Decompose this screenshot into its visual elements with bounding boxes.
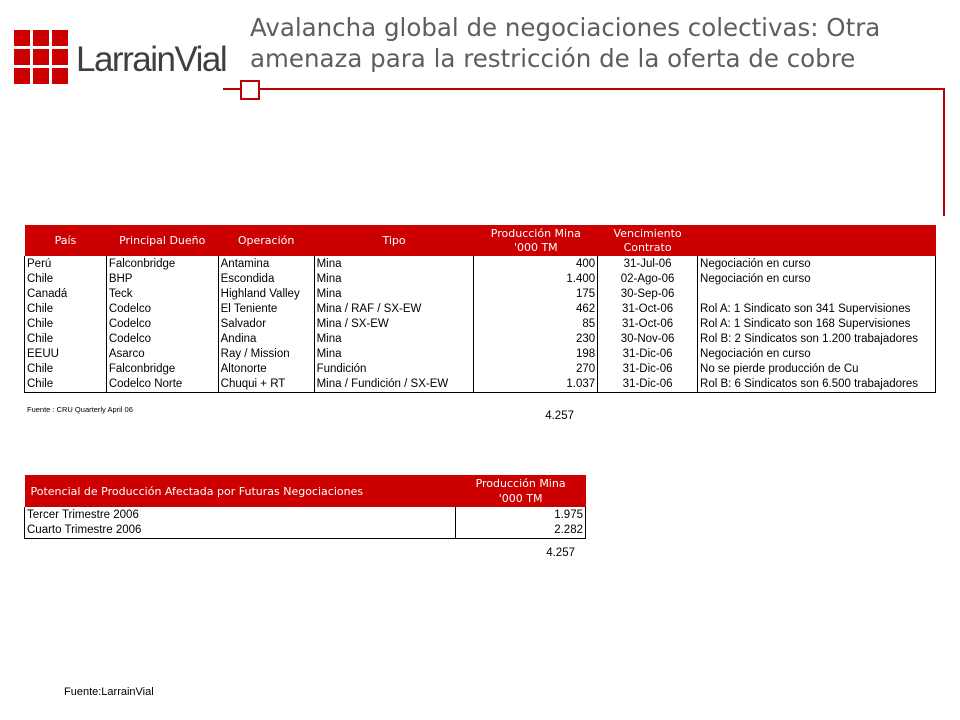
cell-period: Cuarto Trimestre 2006 xyxy=(25,523,456,539)
cell-notes: Rol B: 6 Sindicatos son 6.500 trabajadores xyxy=(698,377,936,393)
cell-production: 230 xyxy=(474,331,598,346)
table-header-row xyxy=(25,225,936,256)
cell-production: 175 xyxy=(474,286,598,301)
cell-country: Chile xyxy=(25,271,107,286)
cell-notes: Rol A: 1 Sindicato son 341 Supervisiones xyxy=(698,301,936,316)
accent-square xyxy=(240,80,260,100)
cell-operation: Salvador xyxy=(218,316,314,331)
cell-operation: Antamina xyxy=(218,256,314,271)
cell-type: Mina xyxy=(314,271,474,286)
table-row xyxy=(25,316,936,331)
cell-owner: Asarco xyxy=(106,347,218,362)
cell-notes: Negociación en curso xyxy=(698,347,936,362)
cell-operation: Andina xyxy=(218,331,314,346)
table-source-note: Fuente : CRU Quarterly April 06 xyxy=(27,405,133,414)
header-production-line1: Producción Mina xyxy=(475,477,566,490)
cell-notes: Rol A: 1 Sindicato son 168 Supervisiones xyxy=(698,316,936,331)
cell-expiry: 31-Dic-06 xyxy=(598,362,698,377)
cell-operation: Altonorte xyxy=(218,362,314,377)
cell-notes xyxy=(698,286,936,301)
cell-production: 1.400 xyxy=(474,271,598,286)
title-underline xyxy=(223,88,945,90)
cell-owner: Codelco Norte xyxy=(106,377,218,393)
potential-production-table xyxy=(24,475,586,539)
negotiations-table xyxy=(24,225,936,393)
cell-type: Mina / Fundición / SX-EW xyxy=(314,377,474,393)
footer-source: Fuente:LarrainVial xyxy=(64,686,154,698)
header-production-line1: Producción Mina xyxy=(490,226,581,240)
cell-country: Chile xyxy=(25,331,107,346)
cell-production: 400 xyxy=(474,256,598,271)
cell-owner: Teck xyxy=(106,286,218,301)
table-row xyxy=(25,271,936,286)
cell-production: 198 xyxy=(474,347,598,362)
cell-production: 2.282 xyxy=(456,523,586,539)
logo-grid-icon xyxy=(14,30,68,84)
cell-country: Chile xyxy=(25,377,107,393)
cell-type: Mina xyxy=(314,331,474,346)
cell-country: Canadá xyxy=(25,286,107,301)
header-expiry-line2: Contrato xyxy=(623,240,672,254)
cell-type: Mina xyxy=(314,256,474,271)
cell-owner: Codelco xyxy=(106,331,218,346)
header-production-line2: '000 TM xyxy=(513,240,558,254)
right-accent-line xyxy=(943,88,945,216)
cell-operation: Escondida xyxy=(218,271,314,286)
cell-expiry: 31-Oct-06 xyxy=(598,301,698,316)
cell-country: Chile xyxy=(25,316,107,331)
cell-owner: Codelco xyxy=(106,316,218,331)
cell-country: Chile xyxy=(25,362,107,377)
cell-production: 85 xyxy=(474,316,598,331)
cell-owner: Falconbridge xyxy=(106,256,218,271)
header-operation: Operación xyxy=(218,225,314,256)
table-row xyxy=(25,301,936,316)
cell-production: 1.975 xyxy=(456,507,586,523)
logo-wordmark: LarrainVial xyxy=(76,40,227,79)
table-row xyxy=(25,362,936,377)
cell-notes: No se pierde producción de Cu xyxy=(698,362,936,377)
table-row xyxy=(25,256,936,271)
cell-type: Mina / SX-EW xyxy=(314,316,474,331)
cell-production: 1.037 xyxy=(474,377,598,393)
cell-operation: Ray / Mission xyxy=(218,347,314,362)
cell-expiry: 31-Dic-06 xyxy=(598,377,698,393)
header-production-line2: '000 TM xyxy=(498,492,543,505)
cell-operation: El Teniente xyxy=(218,301,314,316)
header-country: País xyxy=(25,225,107,256)
header-owner: Principal Dueño xyxy=(106,225,218,256)
cell-notes: Rol B: 2 Sindicatos son 1.200 trabajadores xyxy=(698,331,936,346)
logo xyxy=(14,30,227,90)
header-notes xyxy=(698,225,936,256)
table-row xyxy=(25,507,586,523)
cell-production: 270 xyxy=(474,362,598,377)
cell-type: Mina xyxy=(314,347,474,362)
header-production xyxy=(456,475,586,507)
main-table-total: 4.257 xyxy=(545,410,574,422)
cell-expiry: 02-Ago-06 xyxy=(598,271,698,286)
header-potential: Potencial de Producción Afectada por Futuras Negociaciones xyxy=(25,475,456,507)
cell-owner: BHP xyxy=(106,271,218,286)
cell-operation: Chuqui + RT xyxy=(218,377,314,393)
cell-expiry: 31-Oct-06 xyxy=(598,316,698,331)
cell-owner: Falconbridge xyxy=(106,362,218,377)
table-row xyxy=(25,347,936,362)
header-expiry-line1: Vencimiento xyxy=(613,226,682,240)
cell-owner: Codelco xyxy=(106,301,218,316)
cell-notes: Negociación en curso xyxy=(698,256,936,271)
table-row xyxy=(25,331,936,346)
table-row xyxy=(25,523,586,539)
cell-production: 462 xyxy=(474,301,598,316)
cell-expiry: 30-Nov-06 xyxy=(598,331,698,346)
header-production xyxy=(474,225,598,256)
cell-expiry: 31-Dic-06 xyxy=(598,347,698,362)
header-expiry xyxy=(598,225,698,256)
page-title: Avalancha global de negociaciones colectivas: Otra amenaza para la restricción de la oferta de cobre xyxy=(250,13,881,73)
cell-type: Mina / RAF / SX-EW xyxy=(314,301,474,316)
cell-type: Fundición xyxy=(314,362,474,377)
table-row xyxy=(25,286,936,301)
cell-period: Tercer Trimestre 2006 xyxy=(25,507,456,523)
cell-expiry: 30-Sep-06 xyxy=(598,286,698,301)
table-row xyxy=(25,377,936,393)
cell-country: Perú xyxy=(25,256,107,271)
cell-operation: Highland Valley xyxy=(218,286,314,301)
header-type: Tipo xyxy=(314,225,474,256)
cell-country: Chile xyxy=(25,301,107,316)
cell-type: Mina xyxy=(314,286,474,301)
cell-expiry: 31-Jul-06 xyxy=(598,256,698,271)
cell-notes: Negociación en curso xyxy=(698,271,936,286)
cell-country: EEUU xyxy=(25,347,107,362)
table-header-row xyxy=(25,475,586,507)
potential-table-total: 4.257 xyxy=(546,547,575,559)
